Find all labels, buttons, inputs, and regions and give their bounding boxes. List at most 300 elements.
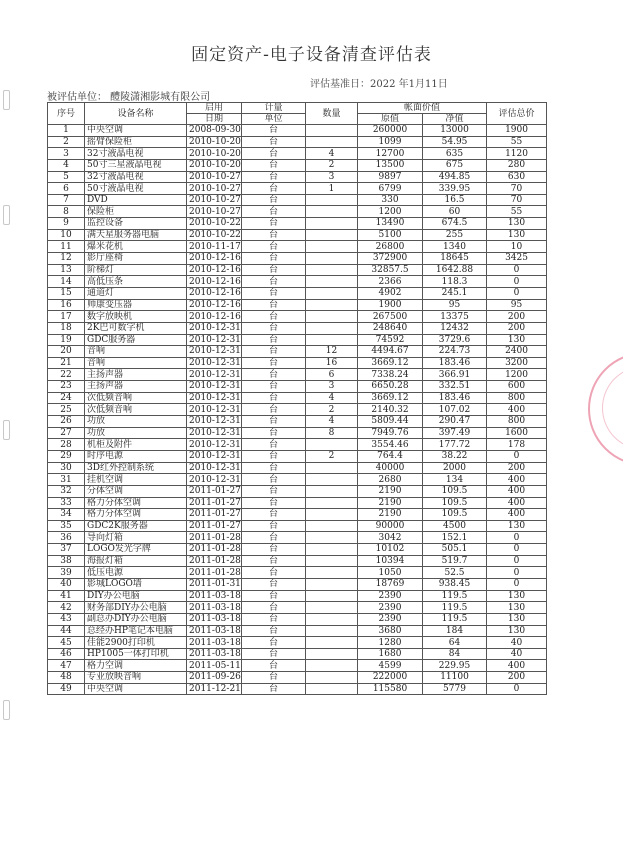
seq-cell: 47: [48, 660, 85, 672]
eval-value-cell: 400: [487, 509, 547, 521]
net-value-cell: 107.02: [423, 404, 487, 416]
eval-value-cell: 178: [487, 439, 547, 451]
net-value-cell: 18645: [423, 253, 487, 265]
name-cell: GDC服务器: [85, 334, 187, 346]
name-cell: 数字放映机: [85, 311, 187, 323]
table-row: [48, 253, 547, 265]
original-value-cell: 248640: [358, 322, 423, 334]
name-cell: 32寸液晶电视: [85, 148, 187, 160]
eval-value-cell: 1200: [487, 369, 547, 381]
net-value-cell: 109.5: [423, 497, 487, 509]
table-row: [48, 578, 547, 590]
qty-cell: 12: [306, 346, 358, 358]
date-cell: 2010-10-22: [187, 229, 242, 241]
qty-cell: 16: [306, 357, 358, 369]
date-cell: 2011-03-18: [187, 648, 242, 660]
table-row: [48, 520, 547, 532]
unit-cell: 台: [242, 474, 306, 486]
eval-value-cell: 400: [487, 474, 547, 486]
original-value-cell: 1900: [358, 299, 423, 311]
seq-cell: 20: [48, 346, 85, 358]
qty-cell: [306, 613, 358, 625]
date-cell: 2010-10-20: [187, 136, 242, 148]
qty-cell: [306, 544, 358, 556]
qty-cell: [306, 509, 358, 521]
unit-cell: 台: [242, 392, 306, 404]
date-cell: 2011-05-11: [187, 660, 242, 672]
table-row: [48, 416, 547, 428]
eval-value-cell: 70: [487, 194, 547, 206]
original-value-cell: 4902: [358, 287, 423, 299]
net-value-cell: 397.49: [423, 427, 487, 439]
date-cell: 2010-12-16: [187, 311, 242, 323]
eval-value-cell: 130: [487, 625, 547, 637]
unit-cell: 台: [242, 241, 306, 253]
table-row: [48, 462, 547, 474]
net-value-cell: 11100: [423, 672, 487, 684]
original-value-cell: 3680: [358, 625, 423, 637]
eval-value-cell: 55: [487, 206, 547, 218]
seq-cell: 24: [48, 392, 85, 404]
net-value-cell: 1340: [423, 241, 487, 253]
name-cell: 2K巴可数字机: [85, 322, 187, 334]
original-value-cell: 4494.67: [358, 346, 423, 358]
table-row: [48, 637, 547, 649]
seq-cell: 1: [48, 125, 85, 137]
qty-cell: [306, 299, 358, 311]
date-cell: 2011-01-31: [187, 578, 242, 590]
qty-cell: [306, 229, 358, 241]
eval-value-cell: 0: [487, 578, 547, 590]
date-cell: 2010-12-31: [187, 357, 242, 369]
table-row: [48, 392, 547, 404]
name-cell: 财务部DIY办公电脑: [85, 602, 187, 614]
original-value-cell: 12700: [358, 148, 423, 160]
seq-cell: 38: [48, 555, 85, 567]
date-cell: 2011-01-27: [187, 485, 242, 497]
date-cell: 2011-03-18: [187, 590, 242, 602]
original-value-cell: 3042: [358, 532, 423, 544]
qty-cell: [306, 485, 358, 497]
eval-value-cell: 0: [487, 555, 547, 567]
unit-cell: 台: [242, 520, 306, 532]
original-value-cell: 7949.76: [358, 427, 423, 439]
name-cell: 挂机空调: [85, 474, 187, 486]
seq-cell: 18: [48, 322, 85, 334]
date-cell: 2010-10-20: [187, 148, 242, 160]
eval-value-cell: 130: [487, 613, 547, 625]
name-cell: 影城LOGO墙: [85, 578, 187, 590]
date-cell: 2010-10-20: [187, 159, 242, 171]
eval-value-cell: 200: [487, 322, 547, 334]
date-cell: 2011-01-27: [187, 497, 242, 509]
name-cell: 总经办HP笔记本电脑: [85, 625, 187, 637]
seq-cell: 31: [48, 474, 85, 486]
qty-cell: [306, 334, 358, 346]
seq-cell: 15: [48, 287, 85, 299]
table-row: [48, 660, 547, 672]
seq-cell: 13: [48, 264, 85, 276]
seq-cell: 45: [48, 637, 85, 649]
eval-value-cell: 400: [487, 404, 547, 416]
name-cell: 次低频音响: [85, 392, 187, 404]
header-eval: 评估总价: [487, 103, 547, 125]
seq-cell: 26: [48, 416, 85, 428]
name-cell: 50寸三星液晶电视: [85, 159, 187, 171]
date-cell: 2008-09-30: [187, 125, 242, 137]
eval-value-cell: 0: [487, 544, 547, 556]
eval-value-cell: 130: [487, 520, 547, 532]
qty-cell: [306, 683, 358, 695]
seq-cell: 22: [48, 369, 85, 381]
date-cell: 2010-12-31: [187, 334, 242, 346]
original-value-cell: 3554.46: [358, 439, 423, 451]
name-cell: 导向灯箱: [85, 532, 187, 544]
qty-cell: [306, 602, 358, 614]
qty-cell: [306, 672, 358, 684]
net-value-cell: 366.91: [423, 369, 487, 381]
table-row: [48, 648, 547, 660]
unit-cell: 台: [242, 450, 306, 462]
unit-cell: 台: [242, 229, 306, 241]
seq-cell: 36: [48, 532, 85, 544]
original-value-cell: 2366: [358, 276, 423, 288]
name-cell: 高低压条: [85, 276, 187, 288]
unit-cell: 台: [242, 357, 306, 369]
seq-cell: 29: [48, 450, 85, 462]
date-cell: 2011-09-26: [187, 672, 242, 684]
name-cell: 保险柜: [85, 206, 187, 218]
eval-value-cell: 0: [487, 276, 547, 288]
qty-cell: 3: [306, 381, 358, 393]
name-cell: 功放: [85, 416, 187, 428]
original-value-cell: 6799: [358, 183, 423, 195]
name-cell: 3D红外控制系统: [85, 462, 187, 474]
seq-cell: 9: [48, 218, 85, 230]
net-value-cell: 12432: [423, 322, 487, 334]
eval-value-cell: 600: [487, 381, 547, 393]
net-value-cell: 177.72: [423, 439, 487, 451]
net-value-cell: 938.45: [423, 578, 487, 590]
unit-cell: 台: [242, 218, 306, 230]
net-value-cell: 519.7: [423, 555, 487, 567]
table-row: [48, 276, 547, 288]
qty-cell: 4: [306, 416, 358, 428]
name-cell: 监控设备: [85, 218, 187, 230]
eval-value-cell: 200: [487, 672, 547, 684]
eval-value-cell: 40: [487, 648, 547, 660]
eval-value-cell: 400: [487, 485, 547, 497]
original-value-cell: 4599: [358, 660, 423, 672]
qty-cell: 4: [306, 148, 358, 160]
eval-value-cell: 130: [487, 218, 547, 230]
name-cell: 副总办DIY办公电脑: [85, 613, 187, 625]
table-row: [48, 404, 547, 416]
date-cell: 2010-12-31: [187, 369, 242, 381]
seq-cell: 25: [48, 404, 85, 416]
net-value-cell: 64: [423, 637, 487, 649]
table-row: [48, 590, 547, 602]
eval-value-cell: 0: [487, 264, 547, 276]
date-cell: 2010-10-27: [187, 171, 242, 183]
qty-cell: [306, 520, 358, 532]
table-row: [48, 159, 547, 171]
qty-cell: [306, 276, 358, 288]
table-row: [48, 125, 547, 137]
name-cell: 分体空调: [85, 485, 187, 497]
unit-cell: 台: [242, 404, 306, 416]
name-cell: 主扬声器: [85, 369, 187, 381]
unit-cell: 台: [242, 509, 306, 521]
original-value-cell: 10394: [358, 555, 423, 567]
table-row: [48, 322, 547, 334]
date-cell: 2011-01-28: [187, 532, 242, 544]
net-value-cell: 119.5: [423, 613, 487, 625]
name-cell: 机柜及附件: [85, 439, 187, 451]
unit-cell: 台: [242, 136, 306, 148]
original-value-cell: 330: [358, 194, 423, 206]
date-cell: 2010-12-31: [187, 404, 242, 416]
eval-value-cell: 400: [487, 660, 547, 672]
name-cell: DIY办公电脑: [85, 590, 187, 602]
original-value-cell: 1050: [358, 567, 423, 579]
eval-value-cell: 0: [487, 567, 547, 579]
header-start-date-2: 日期: [187, 114, 242, 125]
name-cell: 功放: [85, 427, 187, 439]
original-value-cell: 1200: [358, 206, 423, 218]
table-row: [48, 311, 547, 323]
table-row: [48, 474, 547, 486]
header-seq: 序号: [48, 103, 85, 125]
unit-cell: 台: [242, 264, 306, 276]
net-value-cell: 3729.6: [423, 334, 487, 346]
eval-value-cell: 3425: [487, 253, 547, 265]
unit-cell: 台: [242, 334, 306, 346]
date-cell: 2010-12-31: [187, 474, 242, 486]
table-row: [48, 264, 547, 276]
red-seal-inner-ring: [602, 366, 623, 450]
eval-value-cell: 130: [487, 590, 547, 602]
date-cell: 2011-01-28: [187, 555, 242, 567]
qty-cell: [306, 532, 358, 544]
name-cell: 海报灯箱: [85, 555, 187, 567]
net-value-cell: 60: [423, 206, 487, 218]
unit-cell: 台: [242, 567, 306, 579]
original-value-cell: 372900: [358, 253, 423, 265]
unit-cell: 台: [242, 276, 306, 288]
unit-cell: 台: [242, 159, 306, 171]
net-value-cell: 255: [423, 229, 487, 241]
eval-value-cell: 40: [487, 637, 547, 649]
table-row: [48, 148, 547, 160]
unit-cell: 台: [242, 148, 306, 160]
binder-hole: [3, 420, 10, 440]
table-row: [48, 439, 547, 451]
seq-cell: 42: [48, 602, 85, 614]
net-value-cell: 13375: [423, 311, 487, 323]
seq-cell: 48: [48, 672, 85, 684]
table-row: [48, 555, 547, 567]
original-value-cell: 267500: [358, 311, 423, 323]
eval-value-cell: 0: [487, 450, 547, 462]
unit-cell: 台: [242, 427, 306, 439]
net-value-cell: 224.73: [423, 346, 487, 358]
qty-cell: [306, 287, 358, 299]
qty-cell: [306, 241, 358, 253]
table-row: [48, 334, 547, 346]
qty-cell: 2: [306, 404, 358, 416]
base-date: 评估基准日：2022 年1月11日: [310, 79, 448, 90]
seq-cell: 17: [48, 311, 85, 323]
date-cell: 2010-10-22: [187, 218, 242, 230]
unit-cell: 台: [242, 183, 306, 195]
net-value-cell: 229.95: [423, 660, 487, 672]
unit-cell: 台: [242, 625, 306, 637]
eval-value-cell: 0: [487, 287, 547, 299]
unit-cell: 台: [242, 287, 306, 299]
unit-cell: 台: [242, 485, 306, 497]
eval-value-cell: 200: [487, 311, 547, 323]
table-row: [48, 183, 547, 195]
name-cell: 中央空调: [85, 683, 187, 695]
net-value-cell: 505.1: [423, 544, 487, 556]
date-cell: 2010-12-31: [187, 392, 242, 404]
name-cell: 次低频音响: [85, 404, 187, 416]
original-value-cell: 13500: [358, 159, 423, 171]
unit-cell: 台: [242, 497, 306, 509]
header-net: 净值: [423, 114, 487, 125]
net-value-cell: 2000: [423, 462, 487, 474]
seq-cell: 6: [48, 183, 85, 195]
table-row: [48, 206, 547, 218]
unit-cell: 台: [242, 544, 306, 556]
qty-cell: [306, 311, 358, 323]
name-cell: 低压电源: [85, 567, 187, 579]
table-row: [48, 194, 547, 206]
original-value-cell: 13490: [358, 218, 423, 230]
name-cell: 中央空调: [85, 125, 187, 137]
eval-value-cell: 800: [487, 392, 547, 404]
eval-value-cell: 0: [487, 683, 547, 695]
original-value-cell: 222000: [358, 672, 423, 684]
name-cell: 满天星服务器电脑: [85, 229, 187, 241]
table-row: [48, 171, 547, 183]
original-value-cell: 6650.28: [358, 381, 423, 393]
net-value-cell: 109.5: [423, 485, 487, 497]
date-cell: 2010-10-27: [187, 194, 242, 206]
date-cell: 2010-12-31: [187, 381, 242, 393]
unit-cell: 台: [242, 253, 306, 265]
date-cell: 2011-03-18: [187, 613, 242, 625]
table-row: [48, 485, 547, 497]
date-cell: 2010-12-16: [187, 264, 242, 276]
seq-cell: 44: [48, 625, 85, 637]
table-row: [48, 287, 547, 299]
eval-value-cell: 95: [487, 299, 547, 311]
qty-cell: [306, 567, 358, 579]
name-cell: 通道灯: [85, 287, 187, 299]
seq-cell: 10: [48, 229, 85, 241]
date-cell: 2010-12-31: [187, 416, 242, 428]
unit-cell: 台: [242, 322, 306, 334]
table-row: [48, 427, 547, 439]
date-cell: 2011-01-27: [187, 509, 242, 521]
name-cell: 帅康变压器: [85, 299, 187, 311]
qty-cell: [306, 474, 358, 486]
table-row: [48, 497, 547, 509]
binder-hole: [3, 205, 10, 225]
name-cell: 音响: [85, 357, 187, 369]
table-row: [48, 299, 547, 311]
table-row: [48, 544, 547, 556]
qty-cell: [306, 555, 358, 567]
net-value-cell: 119.5: [423, 602, 487, 614]
table-row: [48, 241, 547, 253]
original-value-cell: 32857.5: [358, 264, 423, 276]
original-value-cell: 2190: [358, 485, 423, 497]
eval-value-cell: 400: [487, 497, 547, 509]
date-cell: 2011-03-18: [187, 602, 242, 614]
seq-cell: 21: [48, 357, 85, 369]
qty-cell: [306, 462, 358, 474]
original-value-cell: 1680: [358, 648, 423, 660]
original-value-cell: 40000: [358, 462, 423, 474]
name-cell: 专业放映音响: [85, 672, 187, 684]
date-cell: 2011-12-21: [187, 683, 242, 695]
qty-cell: 2: [306, 159, 358, 171]
net-value-cell: 332.51: [423, 381, 487, 393]
table-row: [48, 683, 547, 695]
name-cell: 爆米花机: [85, 241, 187, 253]
qty-cell: [306, 253, 358, 265]
qty-cell: [306, 625, 358, 637]
original-value-cell: 10102: [358, 544, 423, 556]
net-value-cell: 84: [423, 648, 487, 660]
header-start-date-1: 启用: [187, 103, 242, 114]
qty-cell: [306, 206, 358, 218]
table-row: [48, 450, 547, 462]
net-value-cell: 290.47: [423, 416, 487, 428]
name-cell: 格力分体空调: [85, 509, 187, 521]
seq-cell: 27: [48, 427, 85, 439]
original-value-cell: 2140.32: [358, 404, 423, 416]
seq-cell: 35: [48, 520, 85, 532]
name-cell: GDC2K服务器: [85, 520, 187, 532]
date-cell: 2010-12-31: [187, 322, 242, 334]
name-cell: 50寸液晶电视: [85, 183, 187, 195]
unit-cell: 台: [242, 590, 306, 602]
seq-cell: 19: [48, 334, 85, 346]
original-value-cell: 26800: [358, 241, 423, 253]
original-value-cell: 2390: [358, 613, 423, 625]
binder-hole: [3, 700, 10, 720]
date-cell: 2010-10-27: [187, 206, 242, 218]
net-value-cell: 674.5: [423, 218, 487, 230]
date-cell: 2010-12-16: [187, 253, 242, 265]
unit-cell: 台: [242, 613, 306, 625]
eval-value-cell: 1600: [487, 427, 547, 439]
net-value-cell: 54.95: [423, 136, 487, 148]
qty-cell: [306, 125, 358, 137]
eval-value-cell: 70: [487, 183, 547, 195]
original-value-cell: 3669.12: [358, 392, 423, 404]
original-value-cell: 74592: [358, 334, 423, 346]
net-value-cell: 134: [423, 474, 487, 486]
seq-cell: 8: [48, 206, 85, 218]
original-value-cell: 2190: [358, 509, 423, 521]
seq-cell: 14: [48, 276, 85, 288]
table-row: [48, 381, 547, 393]
